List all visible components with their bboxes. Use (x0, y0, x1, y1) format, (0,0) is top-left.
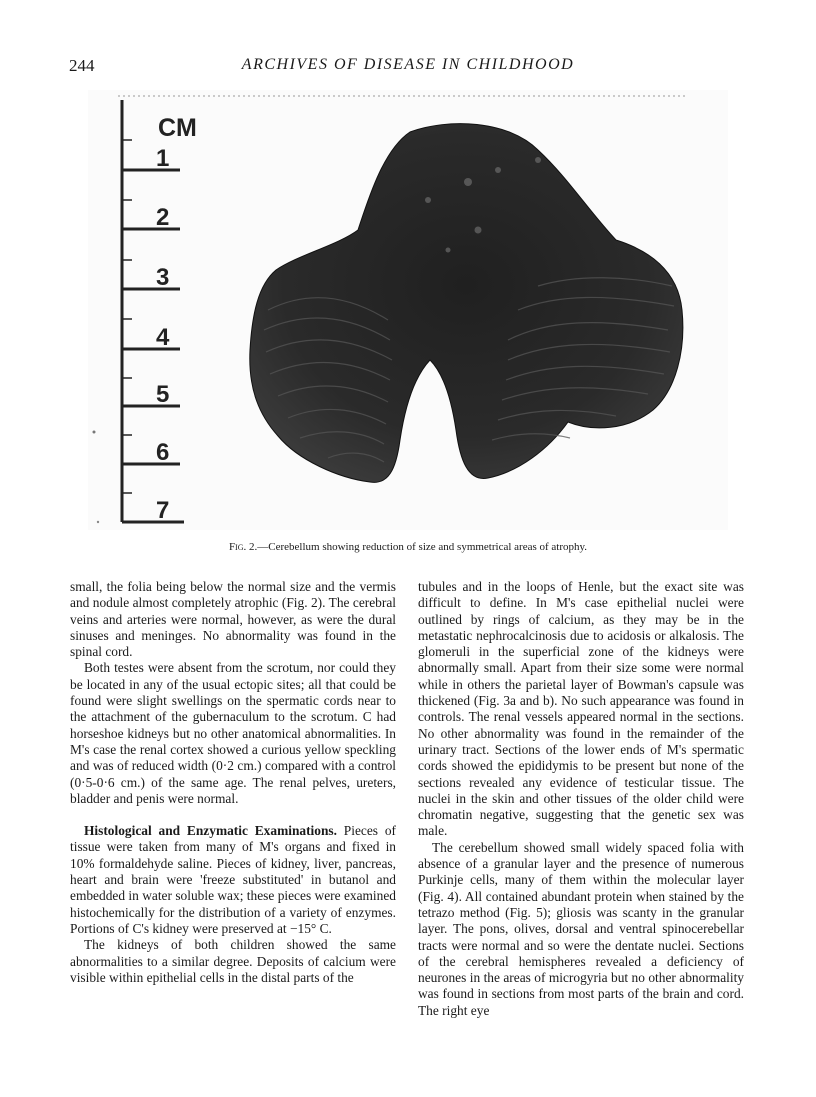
paragraph-text: Pieces of tissue were taken from many of M's organs and fixed in 10% formaldehyde saline. Pieces of kidney, liver, pancreas, heart and brain were 'freeze substituted' in butanol and embedded in water soluble wax; these pieces were examined histochemically for the distribution of a variety of enzymes. Portions of C's kidney were preserved at −15° C. (70, 823, 396, 936)
running-header (0, 56, 816, 80)
ruler-mark: 3 (156, 264, 170, 291)
section-heading: Histological and Enzymatic Examinations. (84, 823, 337, 839)
figure-caption (0, 541, 816, 553)
paragraph-histology (70, 823, 396, 937)
caption-label: Fig. 2. (228, 541, 258, 553)
caption-text: —Cerebellum showing reduction of size and symmetrical areas of atrophy. (257, 541, 588, 553)
paragraph: Both testes were absent from the scrotum, nor could they be located in any of the usual ectopic sites; all that could be found were slight swellings on the spermatic cords near to the attachment of the gubernaculum to the scrotum. C had horseshoe kidneys but no other anatomical abnormalities. In M's case the renal cortex showed a curious yellow speckling and was of reduced width (0·2 cm.) compared with a control (0·5-0·6 cm.) of the same age. The renal pelves, ureters, bladder and penis were normal. (70, 660, 396, 806)
ruler-mark: 5 (156, 381, 170, 408)
cerebellum-photo (88, 90, 728, 530)
left-column (70, 579, 396, 986)
page-number: 244 (69, 56, 95, 75)
ruler-unit-label: CM (158, 114, 197, 142)
paragraph: The kidneys of both children showed the same abnormalities to a similar degree. Deposits of calcium were visible within epithelial cells in the distal parts of the (70, 937, 396, 985)
figure-photograph (88, 90, 728, 530)
ruler-mark: 6 (156, 439, 170, 466)
journal-title: ARCHIVES OF DISEASE IN CHILDHOOD (241, 56, 575, 73)
paragraph: tubules and in the loops of Henle, but the exact site was difficult to define. In M's case epithelial nuclei were outlined by rings of calcium, as they may be in the metastatic nephrocalcinosis due to acidosis or alkalosis. The glomeruli in the superficial zone of the kidneys were abnormally small. Apart from their size some were normal while in others the parietal layer of Bowman's capsule was thickened (Fig. 3a and b). No such appearance was found in controls. The renal vessels appeared normal in the sections. No other abnormality was found in the remainder of the urinary tract. Sections of the lower ends of M's spermatic cords showed the epididymis to be present but none of the sections revealed any evidence of testicular tissue. The nuclei in the skin and other tissues of the older child were chromatin negative, suggesting that the genetic sex was male. (418, 579, 744, 839)
paragraph: The cerebellum showed small widely spaced folia with absence of a granular layer and the presence of numerous Purkinje cells, many of them within the molecular layer (Fig. 4). All contained abundant protein when stained by the tetrazo method (Fig. 5); gliosis was scanty in the granular layer. The pons, olives, dorsal and ventral spinocerebellar tracts were normal and so were the dentate nuclei. Sections of the cerebral hemispheres revealed a deficiency of neurones in the areas of microgyria but no other abnormality was found in sections from most parts of the brain and cord. The right eye (418, 839, 744, 1018)
right-column (418, 579, 744, 1019)
paragraph: small, the folia being below the normal size and the vermis and nodule almost completely atrophic (Fig. 2). The cerebral veins and arteries were normal, however, as were the dural sinuses and meninges. No abnormality was found in the spinal cord. (70, 579, 396, 660)
ruler-mark: 4 (156, 324, 170, 351)
ruler-mark: 7 (156, 497, 170, 524)
ruler-mark: 2 (156, 204, 170, 231)
ruler-mark: 1 (156, 145, 170, 172)
